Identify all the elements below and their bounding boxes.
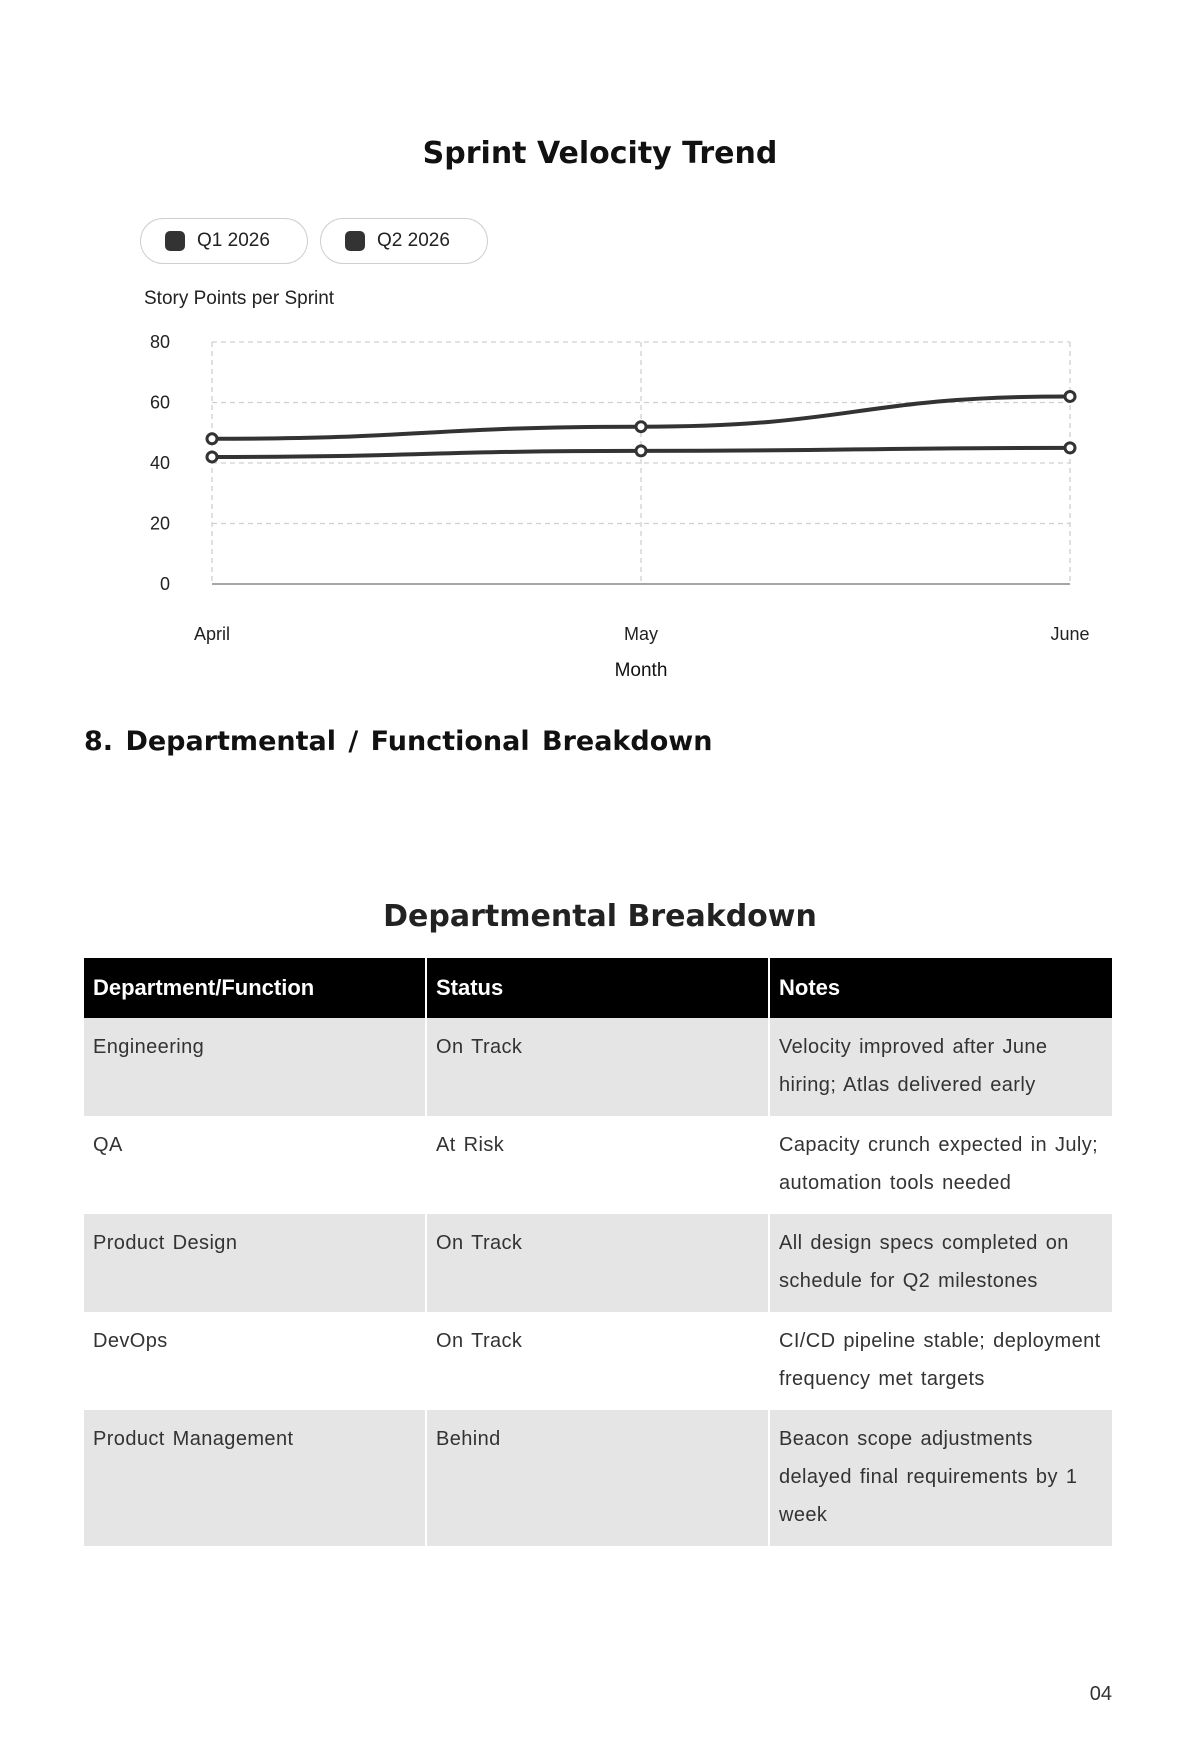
cell-department: Product Design [84, 1214, 426, 1312]
table-row [84, 1116, 1112, 1214]
cell-notes: Capacity crunch expected in July; automation tools needed [769, 1116, 1112, 1214]
table-title: Departmental Breakdown [383, 899, 817, 934]
cell-status: Behind [426, 1410, 769, 1546]
x-tick-label: April [193, 624, 231, 644]
legend-label-q2-2026: Q2 2026 [377, 230, 450, 251]
line-chart [0, 0, 1200, 700]
table-row [84, 1410, 1112, 1546]
table-row [84, 1312, 1112, 1410]
cell-notes: CI/CD pipeline stable; deployment frequency met targets [769, 1312, 1112, 1410]
chart-title: Sprint Velocity Trend [422, 136, 778, 171]
cell-notes: Beacon scope adjustments delayed final requirements by 1 week [769, 1410, 1112, 1546]
data-point-q2-2026 [207, 434, 217, 444]
data-point-q1-2026 [207, 452, 217, 462]
data-point-q2-2026 [636, 422, 646, 432]
table-row [84, 1018, 1112, 1116]
cell-status: At Risk [426, 1116, 769, 1214]
cell-department: DevOps [84, 1312, 426, 1410]
y-tick-label: 80 [149, 332, 170, 352]
cell-notes: All design specs completed on schedule for Q2 milestones [769, 1214, 1112, 1312]
data-point-q2-2026 [1065, 391, 1075, 401]
cell-status: On Track [426, 1312, 769, 1410]
data-point-q1-2026 [636, 446, 646, 456]
x-tick-label: May [623, 624, 659, 644]
cell-department: Product Management [84, 1410, 426, 1546]
cell-department: Engineering [84, 1018, 426, 1116]
table-row [84, 1214, 1112, 1312]
department-table [84, 958, 1112, 1546]
y-tick-label: 60 [149, 392, 170, 413]
y-tick-label: 20 [149, 513, 170, 534]
header-notes: Notes [769, 958, 1112, 1018]
header-status: Status [426, 958, 769, 1018]
y-tick-label: 0 [159, 574, 170, 594]
cell-notes: Velocity improved after June hiring; Atlas delivered early [769, 1018, 1112, 1116]
section-heading: 8. Departmental / Functional Breakdown [84, 726, 713, 757]
header-department: Department/Function [84, 958, 426, 1018]
data-point-q1-2026 [1065, 443, 1075, 453]
x-tick-label: June [1050, 624, 1090, 644]
table-header-row [84, 958, 1112, 1018]
y-tick-label: 40 [149, 453, 170, 473]
cell-status: On Track [426, 1018, 769, 1116]
x-axis-title: Month [614, 660, 668, 681]
y-axis-title: Story Points per Sprint [144, 288, 335, 309]
cell-status: On Track [426, 1214, 769, 1312]
cell-department: QA [84, 1116, 426, 1214]
page-number: 04 [1089, 1683, 1112, 1705]
legend-label-q1-2026: Q1 2026 [197, 230, 270, 251]
